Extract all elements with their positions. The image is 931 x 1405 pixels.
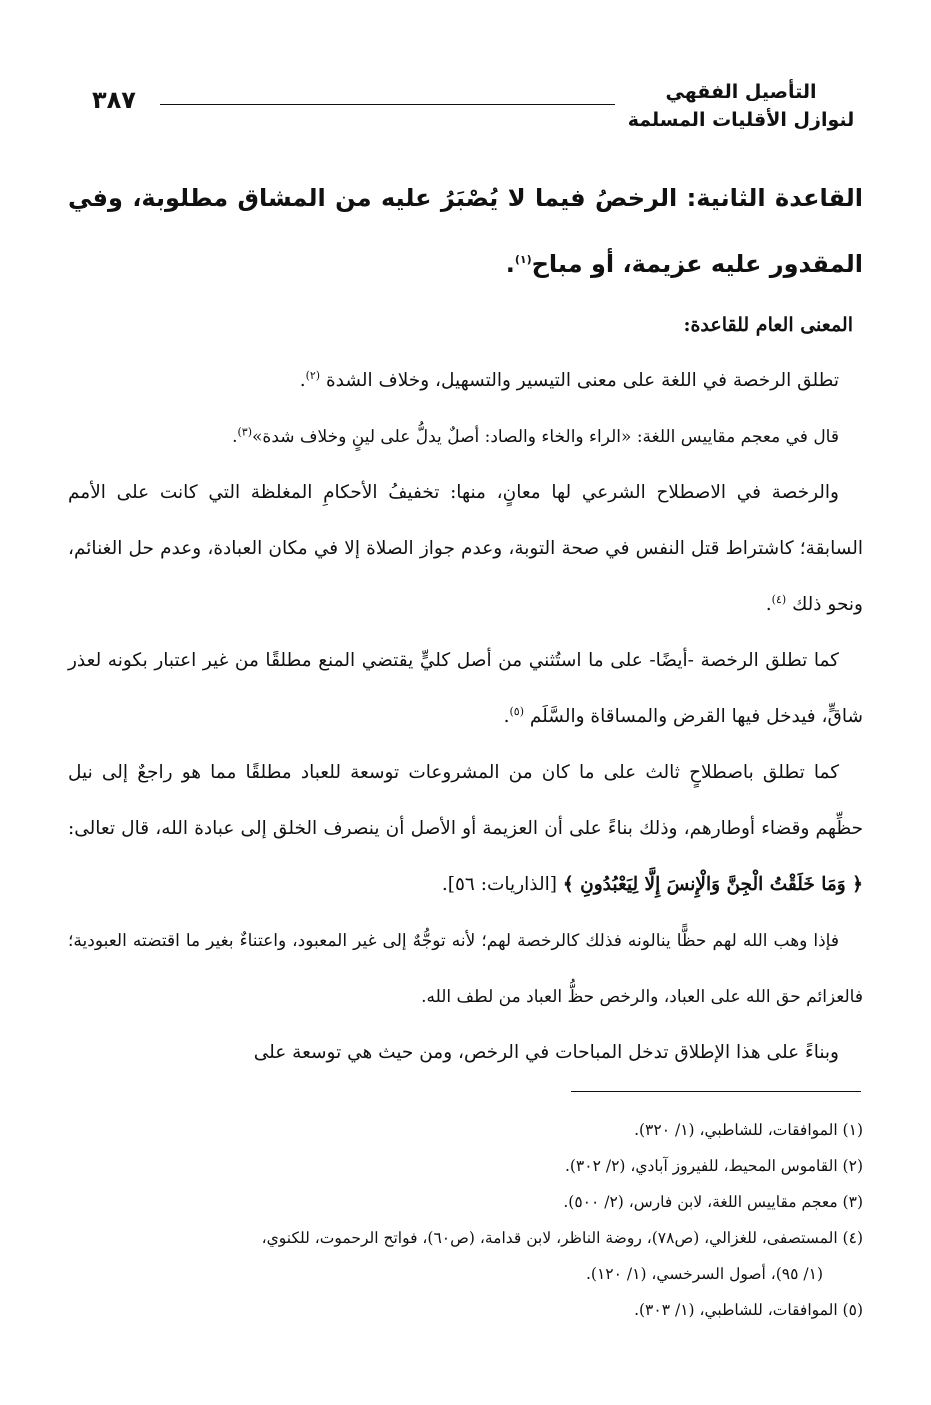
paragraph: [68, 633, 863, 745]
header-title-line2: لنوازل الأقليات المسلمة: [627, 109, 855, 131]
paragraph-end: .: [299, 370, 306, 391]
footnote: (٣) معجم مقاييس اللغة، لابن فارس، (٢/ ٥٠٠).: [563, 1193, 863, 1211]
footnote-ref: (١): [514, 253, 532, 266]
rule-heading: [68, 165, 863, 297]
section-subheading: المعنى العام للقاعدة:: [683, 314, 853, 336]
paragraph-text: كما تطلق باصطلاحٍ ثالث على ما كان من المشروعات توسعة للعباد مطلقًا مما هو راجعٌ إلى نيل حظِّهم وقضاء أوطارهم، وذلك بناءً على أن العزيمة أو الأصل أن ينصرف الخلق إلى عبادة الله، قال تعالى:: [68, 762, 863, 839]
footnote-ref: (٣): [237, 425, 253, 439]
footnote: (١) الموافقات، للشاطبي، (١/ ٣٢٠).: [634, 1121, 863, 1139]
footnote-ref: (٢): [305, 368, 321, 382]
footnote-divider: [571, 1091, 861, 1092]
paragraph: فإذا وهب الله لهم حظًّا ينالونه فذلك كالرخصة لهم؛ لأنه توجُّهٌ إلى غير المعبود، واعتناءٌ بغير ما اقتضته العبودية؛ فالعزائم حق الله على العباد، والرخص حظُّ العباد من لطف الله.: [68, 931, 863, 1007]
footnote: (٤) المستصفى، للغزالي، (ص٧٨)، روضة الناظر، لابن قدامة، (ص٦٠)، فواتح الرحموت، للكنوي،: [261, 1229, 863, 1247]
paragraph: وبناءً على هذا الإطلاق تدخل المباحات في الرخص، ومن حيث هي توسعة على: [253, 1042, 839, 1063]
quran-verse: ﴿ وَمَا خَلَقْتُ الْجِنَّ وَالْإِنسَ إِلَّا لِيَعْبُدُونِ ﴾: [562, 874, 863, 895]
header-title-line1: التأصيل الفقهي: [665, 81, 817, 103]
paragraph: [68, 745, 863, 913]
footnote: (٥) الموافقات، للشاطبي، (١/ ٣٠٣).: [634, 1301, 863, 1319]
paragraph-text: تطلق الرخصة في اللغة على معنى التيسير والتسهيل، وخلاف الشدة: [325, 370, 839, 391]
header-divider: [160, 104, 615, 105]
verse-citation: [الذاريات: ٥٦].: [441, 874, 557, 895]
footnotes: [68, 1112, 863, 1328]
paragraph-end: .: [503, 706, 510, 727]
paragraph: [68, 465, 863, 633]
running-header-title: [621, 78, 861, 134]
footnote-ref: (٥): [509, 704, 524, 718]
footnote: (٢) القاموس المحيط، للفيروز آبادي، (٢/ ٣٠٢).: [564, 1157, 863, 1175]
footnote-ref: (٤): [771, 592, 787, 606]
rule-heading-end: .: [505, 250, 515, 278]
paragraph: [68, 409, 863, 465]
paragraph-text: قال في معجم مقاييس اللغة: «الراء والخاء والصاد: أصلٌ يدلُّ على لينٍ وخلاف شدة»: [252, 427, 839, 447]
paragraph-text: والرخصة في الاصطلاح الشرعي لها معانٍ، منها: تخفيفُ الأحكامِ المغلظة التي كانت على الأمم السابقة؛ كاشتراط قتل النفس في صحة التوبة، وعدم جواز الصلاة إلا في مكان العبادة، وعدم حل الغنائم، ونحو ذلك: [68, 482, 863, 615]
main-text: [68, 165, 863, 1081]
paragraph-end: .: [232, 427, 238, 447]
page-number: ٣٨٧: [92, 86, 136, 114]
paragraph: [68, 353, 863, 409]
footnote-continuation: (١/ ٩٥)، أصول السرخسي، (١/ ١٢٠).: [585, 1265, 823, 1283]
paragraph-end: .: [765, 594, 772, 615]
rule-heading-text: القاعدة الثانية: الرخصُ فيما لا يُصْبَرُ عليه من المشاق مطلوبة، وفي المقدور عليه عزيمة، أو مباح: [68, 184, 863, 278]
paragraph-text: كما تطلق الرخصة -أيضًا- على ما استُثني من أصل كليٍّ يقتضي المنع مطلقًا من غير اعتبار بكونه لعذر شاقٍّ، فيدخل فيها القرض والمساقاة والسَّلَم: [68, 650, 863, 727]
